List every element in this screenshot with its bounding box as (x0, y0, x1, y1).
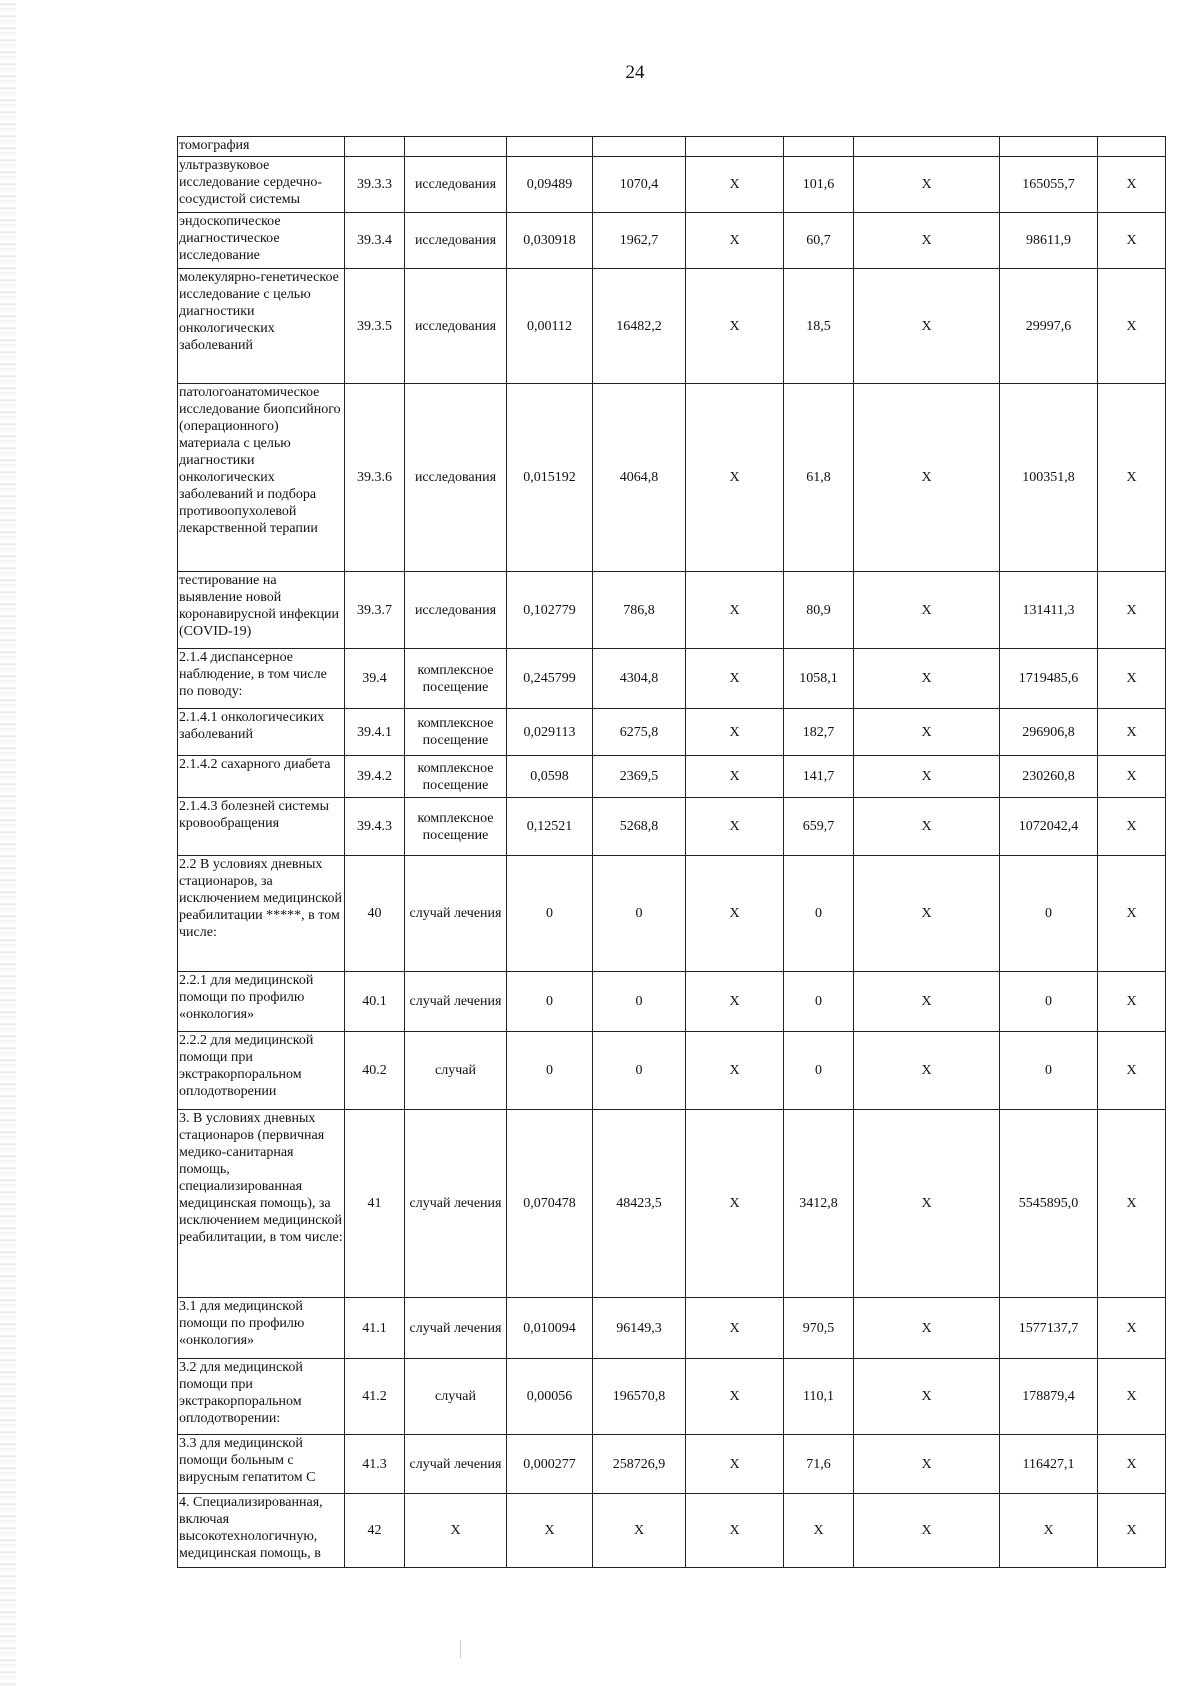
value-cell: 110,1 (784, 1359, 854, 1435)
value-cell: 48423,5 (593, 1110, 686, 1298)
value-cell: X (1098, 856, 1166, 972)
row-label: 2.1.4 диспансерное наблюдение, в том числе по поводу: (178, 649, 345, 709)
value-cell: X (854, 1494, 1000, 1568)
row-label: 2.2 В условиях дневных стационаров, за исключением медицинской реабилитации *****, в том числе: (178, 856, 345, 972)
row-number: 39.3.7 (345, 572, 405, 649)
value-cell: 0 (1000, 972, 1098, 1032)
unit-cell: случай (405, 1359, 507, 1435)
value-cell: 0,00056 (507, 1359, 593, 1435)
value-cell: X (686, 572, 784, 649)
row-label: 3.2 для медицинской помощи при экстракорпоральном оплодотворении: (178, 1359, 345, 1435)
value-cell: 182,7 (784, 709, 854, 756)
value-cell: X (686, 1298, 784, 1359)
value-cell: 0,0598 (507, 756, 593, 798)
value-cell: 0 (593, 1032, 686, 1110)
value-cell (1098, 137, 1166, 157)
value-cell: X (854, 856, 1000, 972)
value-cell: X (854, 709, 1000, 756)
table-row (178, 572, 1166, 649)
row-label: 3.3 для медицинской помощи больным с вирусным гепатитом С (178, 1435, 345, 1494)
table-row (178, 709, 1166, 756)
value-cell: 1072042,4 (1000, 798, 1098, 856)
value-cell: 100351,8 (1000, 384, 1098, 572)
value-cell: X (686, 709, 784, 756)
value-cell: X (1098, 756, 1166, 798)
value-cell: 29997,6 (1000, 269, 1098, 384)
value-cell: 0,070478 (507, 1110, 593, 1298)
unit-cell: комплексное посещение (405, 709, 507, 756)
value-cell: X (854, 572, 1000, 649)
value-cell: X (1098, 157, 1166, 213)
value-cell: X (686, 269, 784, 384)
table-row (178, 649, 1166, 709)
value-cell: 0 (507, 972, 593, 1032)
value-cell: X (854, 649, 1000, 709)
value-cell: 0 (507, 1032, 593, 1110)
row-number: 40.1 (345, 972, 405, 1032)
value-cell: X (854, 1435, 1000, 1494)
table-row (178, 157, 1166, 213)
value-cell: X (1098, 1298, 1166, 1359)
table-row (178, 1435, 1166, 1494)
value-cell: X (686, 1110, 784, 1298)
unit-cell (405, 137, 507, 157)
value-cell: X (686, 798, 784, 856)
value-cell: X (1000, 1494, 1098, 1568)
value-cell: 5268,8 (593, 798, 686, 856)
row-label: 4. Специализированная, включая высокотехнологичную, медицинская помощь, в (178, 1494, 345, 1568)
value-cell: X (1098, 572, 1166, 649)
value-cell: X (686, 157, 784, 213)
value-cell: 0 (507, 856, 593, 972)
value-cell: 116427,1 (1000, 1435, 1098, 1494)
table-row (178, 1359, 1166, 1435)
scan-edge-artifact (0, 0, 16, 1686)
value-cell: X (686, 1435, 784, 1494)
value-cell: X (593, 1494, 686, 1568)
value-cell: X (1098, 213, 1166, 269)
value-cell: 0,000277 (507, 1435, 593, 1494)
row-number: 41.1 (345, 1298, 405, 1359)
row-number: 40.2 (345, 1032, 405, 1110)
row-label: ультразвуковое исследование сердечно-сосудистой системы (178, 157, 345, 213)
value-cell: X (854, 1032, 1000, 1110)
value-cell: 178879,4 (1000, 1359, 1098, 1435)
value-cell: X (854, 798, 1000, 856)
value-cell: 0 (593, 856, 686, 972)
value-cell: X (1098, 269, 1166, 384)
value-cell: 970,5 (784, 1298, 854, 1359)
value-cell: 98611,9 (1000, 213, 1098, 269)
value-cell: 0 (784, 1032, 854, 1110)
row-number: 39.3.3 (345, 157, 405, 213)
row-label: 3.1 для медицинской помощи по профилю «онкология» (178, 1298, 345, 1359)
row-number: 42 (345, 1494, 405, 1568)
value-cell: 1070,4 (593, 157, 686, 213)
value-cell: 1577137,7 (1000, 1298, 1098, 1359)
row-label: 2.1.4.1 онкологичесиких заболеваний (178, 709, 345, 756)
value-cell: X (1098, 709, 1166, 756)
value-cell: X (1098, 798, 1166, 856)
value-cell: 0,010094 (507, 1298, 593, 1359)
value-cell: X (854, 756, 1000, 798)
unit-cell: комплексное посещение (405, 649, 507, 709)
value-cell: X (686, 856, 784, 972)
row-number: 39.4.3 (345, 798, 405, 856)
value-cell: 296906,8 (1000, 709, 1098, 756)
value-cell: 1962,7 (593, 213, 686, 269)
row-number: 39.4 (345, 649, 405, 709)
value-cell: 141,7 (784, 756, 854, 798)
row-label: молекулярно-генетическое исследование с целью диагностики онкологических заболеваний (178, 269, 345, 384)
value-cell: 0,12521 (507, 798, 593, 856)
value-cell: 0,029113 (507, 709, 593, 756)
unit-cell: комплексное посещение (405, 756, 507, 798)
row-label: 3. В условиях дневных стационаров (первичная медико-санитарная помощь, специализированная медицинская помощь), за исключением медицинской реабилитации, в том числе: (178, 1110, 345, 1298)
table-row (178, 269, 1166, 384)
unit-cell: случай лечения (405, 1298, 507, 1359)
row-number: 41.2 (345, 1359, 405, 1435)
value-cell: X (507, 1494, 593, 1568)
row-label: томография (178, 137, 345, 157)
table-row (178, 1298, 1166, 1359)
value-cell: 196570,8 (593, 1359, 686, 1435)
table-row (178, 972, 1166, 1032)
value-cell (854, 137, 1000, 157)
value-cell: 101,6 (784, 157, 854, 213)
value-cell: 1058,1 (784, 649, 854, 709)
row-label: 2.2.2 для медицинской помощи при экстракорпоральном оплодотворении (178, 1032, 345, 1110)
row-number: 41.3 (345, 1435, 405, 1494)
row-number: 39.3.5 (345, 269, 405, 384)
table-row (178, 213, 1166, 269)
unit-cell: комплексное посещение (405, 798, 507, 856)
value-cell: X (1098, 384, 1166, 572)
unit-cell: случай лечения (405, 1110, 507, 1298)
value-cell: 0 (784, 972, 854, 1032)
scan-mark (460, 1640, 461, 1658)
value-cell: X (686, 1494, 784, 1568)
table-row (178, 384, 1166, 572)
value-cell (686, 137, 784, 157)
value-cell: X (854, 1110, 1000, 1298)
value-cell: X (1098, 1110, 1166, 1298)
value-cell: X (854, 213, 1000, 269)
table-row (178, 856, 1166, 972)
value-cell: X (854, 157, 1000, 213)
unit-cell: случай лечения (405, 1435, 507, 1494)
value-cell: 0,015192 (507, 384, 593, 572)
unit-cell: случай (405, 1032, 507, 1110)
table-body (178, 137, 1166, 1568)
value-cell: X (686, 649, 784, 709)
unit-cell: исследования (405, 572, 507, 649)
row-number: 39.3.4 (345, 213, 405, 269)
value-cell: X (686, 972, 784, 1032)
value-cell: X (854, 972, 1000, 1032)
value-cell: 230260,8 (1000, 756, 1098, 798)
value-cell: 0,030918 (507, 213, 593, 269)
row-number: 40 (345, 856, 405, 972)
value-cell: 18,5 (784, 269, 854, 384)
unit-cell: случай лечения (405, 856, 507, 972)
row-label: патологоанатомическое исследование биопсийного (операционного) материала с целью диагностики онкологических заболеваний и подбора противоопухолевой лекарственной терапии (178, 384, 345, 572)
value-cell (507, 137, 593, 157)
value-cell: 659,7 (784, 798, 854, 856)
table-row (178, 756, 1166, 798)
value-cell: X (854, 269, 1000, 384)
value-cell: 80,9 (784, 572, 854, 649)
value-cell: X (686, 1359, 784, 1435)
value-cell (1000, 137, 1098, 157)
value-cell: 0,102779 (507, 572, 593, 649)
value-cell: 0,245799 (507, 649, 593, 709)
value-cell: 6275,8 (593, 709, 686, 756)
value-cell: 0 (593, 972, 686, 1032)
value-cell: 0 (1000, 1032, 1098, 1110)
value-cell: 786,8 (593, 572, 686, 649)
row-label: тестирование на выявление новой коронавирусной инфекции (COVID-19) (178, 572, 345, 649)
row-label: эндоскопическое диагностическое исследование (178, 213, 345, 269)
value-cell: X (686, 1032, 784, 1110)
table-row (178, 1032, 1166, 1110)
unit-cell: случай лечения (405, 972, 507, 1032)
value-cell: 0 (784, 856, 854, 972)
value-cell: X (686, 756, 784, 798)
unit-cell: исследования (405, 269, 507, 384)
value-cell: X (686, 213, 784, 269)
row-number: 41 (345, 1110, 405, 1298)
value-cell: X (784, 1494, 854, 1568)
row-label: 2.2.1 для медицинской помощи по профилю «онкология» (178, 972, 345, 1032)
value-cell: 0 (1000, 856, 1098, 972)
value-cell: 4304,8 (593, 649, 686, 709)
unit-cell: X (405, 1494, 507, 1568)
row-number: 39.4.1 (345, 709, 405, 756)
volume-cost-table (177, 136, 1166, 1568)
value-cell: 16482,2 (593, 269, 686, 384)
value-cell: 131411,3 (1000, 572, 1098, 649)
value-cell: 165055,7 (1000, 157, 1098, 213)
value-cell: 1719485,6 (1000, 649, 1098, 709)
value-cell (593, 137, 686, 157)
row-number (345, 137, 405, 157)
value-cell: 5545895,0 (1000, 1110, 1098, 1298)
value-cell: X (686, 384, 784, 572)
value-cell: X (1098, 972, 1166, 1032)
value-cell: 0,09489 (507, 157, 593, 213)
value-cell: X (854, 1298, 1000, 1359)
table-row (178, 1494, 1166, 1568)
row-number: 39.3.6 (345, 384, 405, 572)
value-cell: 258726,9 (593, 1435, 686, 1494)
value-cell: X (1098, 1359, 1166, 1435)
table-row (178, 137, 1166, 157)
value-cell: 3412,8 (784, 1110, 854, 1298)
row-label: 2.1.4.3 болезней системы кровообращения (178, 798, 345, 856)
page-number: 24 (625, 62, 645, 83)
row-number: 39.4.2 (345, 756, 405, 798)
value-cell: 4064,8 (593, 384, 686, 572)
value-cell: 60,7 (784, 213, 854, 269)
value-cell: 71,6 (784, 1435, 854, 1494)
unit-cell: исследования (405, 384, 507, 572)
value-cell: X (854, 1359, 1000, 1435)
value-cell: 96149,3 (593, 1298, 686, 1359)
table-row (178, 798, 1166, 856)
value-cell: X (1098, 1032, 1166, 1110)
value-cell (784, 137, 854, 157)
row-label: 2.1.4.2 сахарного диабета (178, 756, 345, 798)
unit-cell: исследования (405, 213, 507, 269)
value-cell: X (1098, 1435, 1166, 1494)
value-cell: 61,8 (784, 384, 854, 572)
value-cell: X (854, 384, 1000, 572)
table-row (178, 1110, 1166, 1298)
value-cell: X (1098, 1494, 1166, 1568)
value-cell: 0,00112 (507, 269, 593, 384)
value-cell: X (1098, 649, 1166, 709)
value-cell: 2369,5 (593, 756, 686, 798)
unit-cell: исследования (405, 157, 507, 213)
